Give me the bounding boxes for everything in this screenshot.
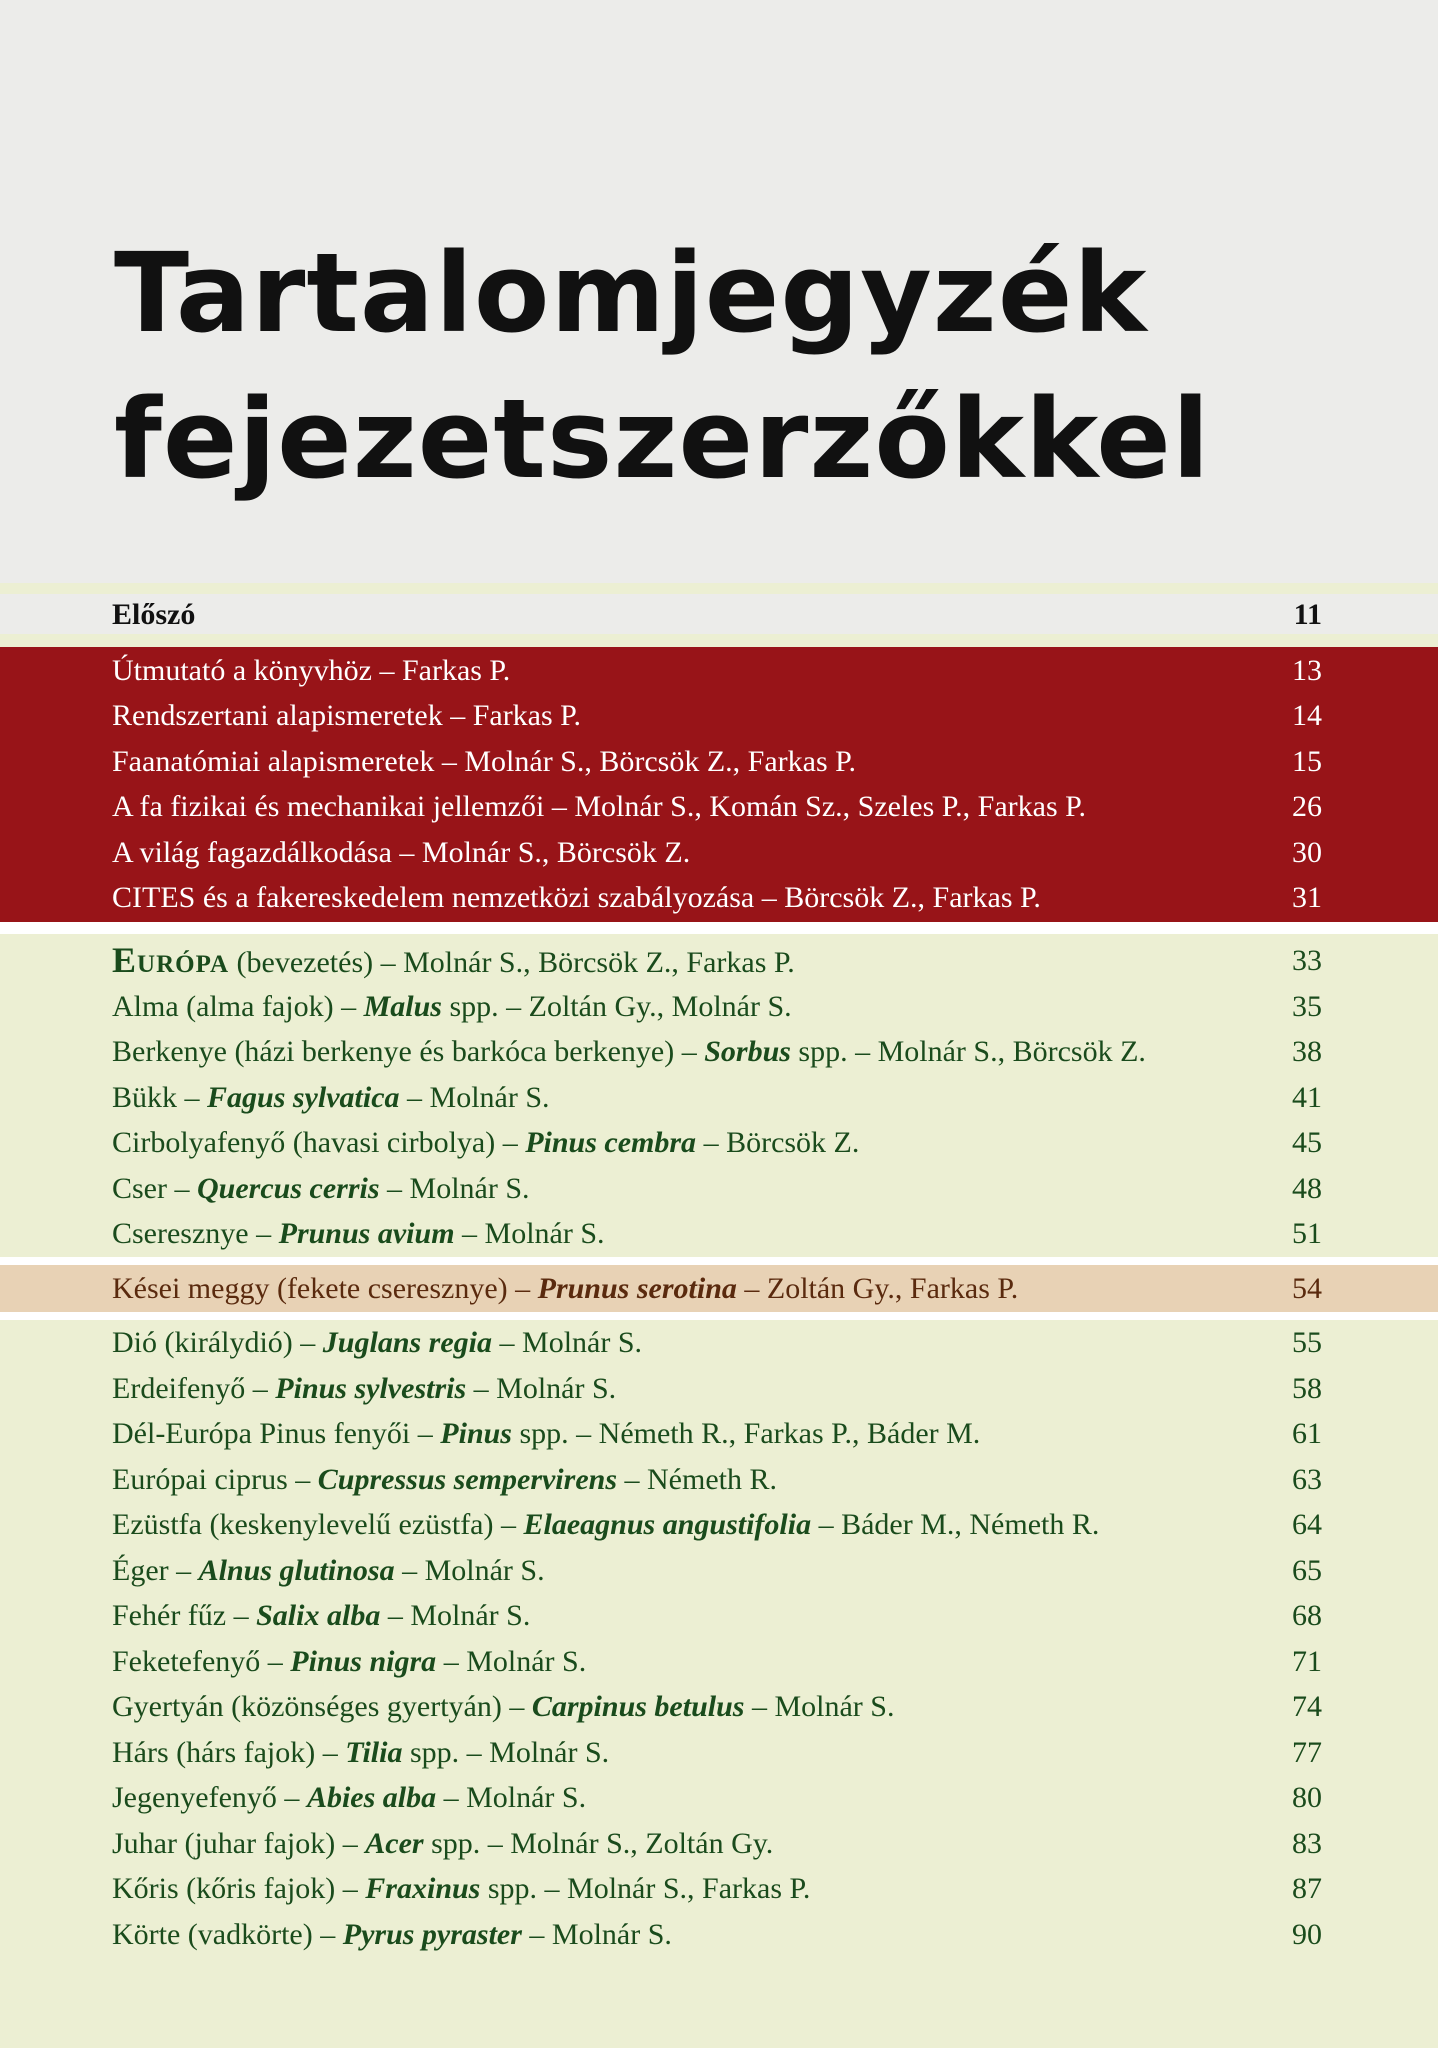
title-common: Dió (királydió) – xyxy=(112,1326,323,1359)
title-common: Alma (alma fajok) – xyxy=(112,990,364,1023)
title-authors: – Molnár S. xyxy=(744,1690,895,1723)
toc-row-highlight[interactable] xyxy=(112,1266,1322,1311)
toc-title xyxy=(112,984,792,1029)
title-latin: Tilia xyxy=(345,1736,403,1769)
title-authors: – Molnár S. xyxy=(394,1554,545,1587)
title-latin: Prunus avium xyxy=(278,1217,455,1250)
toc-title: A világ fagazdálkodása – Molnár S., Börcsök Z. xyxy=(112,836,691,869)
title-authors: – Németh R. xyxy=(617,1463,777,1496)
toc-row[interactable] xyxy=(112,875,1322,920)
toc-row[interactable] xyxy=(112,1502,1322,1547)
region-name: Európa xyxy=(112,940,230,980)
toc-row[interactable] xyxy=(112,739,1322,784)
title-latin: Elaeagnus angustifolia xyxy=(523,1508,812,1541)
title-latin: Pinus xyxy=(440,1417,512,1450)
title-authors: – Molnár S. xyxy=(521,1918,672,1951)
toc-title xyxy=(112,1730,609,1775)
toc-page: 87 xyxy=(1292,1872,1322,1905)
title-authors: – Molnár S. xyxy=(492,1326,643,1359)
toc-title xyxy=(112,1821,773,1866)
title-common: Kőris (kőris fajok) – xyxy=(112,1872,366,1905)
toc-title: Faanatómiai alapismeretek – Molnár S., Börcsök Z., Farkas P. xyxy=(112,745,857,778)
toc-page: 13 xyxy=(1292,654,1322,687)
title-line-1: Tartalomjegyzék xyxy=(114,229,1148,357)
toc-page: 48 xyxy=(1292,1172,1322,1205)
toc-row[interactable] xyxy=(112,1320,1322,1365)
toc-title xyxy=(112,1211,605,1256)
toc-title xyxy=(112,1502,1099,1547)
title-common: Ezüstfa (keskenylevelű ezüstfa) – xyxy=(112,1508,524,1541)
toc-title xyxy=(112,1029,1146,1074)
title-latin: Sorbus xyxy=(704,1035,791,1068)
title-latin: Abies alba xyxy=(306,1781,437,1814)
title-authors: – Molnár S. xyxy=(399,1081,550,1114)
toc-page: 71 xyxy=(1292,1645,1322,1678)
toc-page: 38 xyxy=(1292,1035,1322,1068)
toc-title xyxy=(112,1266,1018,1311)
title-common: Európai ciprus – xyxy=(112,1463,318,1496)
toc-title xyxy=(112,1866,810,1911)
toc-row[interactable] xyxy=(112,984,1322,1029)
toc-row[interactable] xyxy=(112,1166,1322,1211)
toc-page: 35 xyxy=(1292,990,1322,1023)
title-latin: Fraxinus xyxy=(365,1872,481,1905)
title-authors: spp. – Németh R., Farkas P., Báder M. xyxy=(512,1417,981,1450)
toc-row[interactable] xyxy=(112,1120,1322,1165)
toc-title xyxy=(112,1075,550,1120)
toc-row-foreword[interactable] xyxy=(112,592,1322,637)
title-common: Körte (vadkörte) – xyxy=(112,1918,343,1951)
title-common: Gyertyán (közönséges gyertyán) – xyxy=(112,1690,532,1723)
title-common: Kései meggy (fekete cseresznye) – xyxy=(112,1272,538,1305)
toc-page: 45 xyxy=(1292,1126,1322,1159)
title-latin: Carpinus betulus xyxy=(531,1690,745,1723)
toc-page: 41 xyxy=(1292,1081,1322,1114)
toc-row[interactable] xyxy=(112,1366,1322,1411)
toc-title xyxy=(112,1639,586,1684)
title-authors: spp. – Molnár S., Farkas P. xyxy=(480,1872,811,1905)
title-authors: – Molnár S. xyxy=(380,1599,531,1632)
title-common: Feketefenyő – xyxy=(112,1645,291,1678)
toc-title: Előszó xyxy=(112,598,196,631)
title-common: Bükk – xyxy=(112,1081,208,1114)
title-latin: Quercus cerris xyxy=(197,1172,380,1205)
toc-page: 77 xyxy=(1292,1736,1322,1769)
title-header xyxy=(0,0,1438,583)
toc-page: 74 xyxy=(1292,1690,1322,1723)
toc-row[interactable] xyxy=(112,1548,1322,1593)
toc-page: 80 xyxy=(1292,1781,1322,1814)
toc-page: 83 xyxy=(1292,1827,1322,1860)
title-latin: Fagus sylvatica xyxy=(207,1081,400,1114)
title-line-2: fejezetszerzőkkel xyxy=(114,375,1211,503)
toc-page: 54 xyxy=(1292,1272,1322,1305)
title-latin: Prunus serotina xyxy=(537,1272,737,1305)
toc-row[interactable] xyxy=(112,1457,1322,1502)
toc-row[interactable] xyxy=(112,1029,1322,1074)
title-common: Cirbolyafenyő (havasi cirbolya) – xyxy=(112,1126,526,1159)
title-authors: – Molnár S. xyxy=(436,1781,587,1814)
title-authors: spp. – Molnár S., Zoltán Gy. xyxy=(423,1827,774,1860)
toc-page: 14 xyxy=(1292,699,1322,732)
title-common: Erdeifenyő – xyxy=(112,1372,276,1405)
toc-title-rest: (bevezetés) – Molnár S., Börcsök Z., Farkas P. xyxy=(229,946,795,979)
toc-title xyxy=(112,1775,586,1820)
separator xyxy=(0,1312,1438,1320)
title-latin: Pyrus pyraster xyxy=(342,1918,522,1951)
toc-row[interactable] xyxy=(112,830,1322,875)
title-common: Dél-Európa Pinus fenyői – xyxy=(112,1417,441,1450)
title-authors: – Zoltán Gy., Farkas P. xyxy=(736,1272,1019,1305)
title-authors: spp. – Molnár S. xyxy=(402,1736,610,1769)
title-common: Juhar (juhar fajok) – xyxy=(112,1827,366,1860)
title-latin: Juglans regia xyxy=(322,1326,493,1359)
toc-page: 58 xyxy=(1292,1372,1322,1405)
title-common: Berkenye (házi berkenye és barkóca berkenye) – xyxy=(112,1035,705,1068)
title-latin: Alnus glutinosa xyxy=(198,1554,395,1587)
toc-page: 65 xyxy=(1292,1554,1322,1587)
toc-title xyxy=(112,1411,980,1456)
title-latin: Acer xyxy=(365,1827,424,1860)
toc-page: 90 xyxy=(1292,1918,1322,1951)
title-authors: – Molnár S. xyxy=(379,1172,530,1205)
toc-row[interactable] xyxy=(112,1075,1322,1120)
title-authors: – Báder M., Németh R. xyxy=(811,1508,1100,1541)
toc-page: 15 xyxy=(1292,745,1322,778)
title-authors: – Börcsök Z. xyxy=(696,1126,860,1159)
title-latin: Pinus nigra xyxy=(290,1645,437,1678)
title-latin: Pinus sylvestris xyxy=(275,1372,467,1405)
separator xyxy=(0,922,1438,934)
toc-row[interactable] xyxy=(112,1411,1322,1456)
toc-page: 64 xyxy=(1292,1508,1322,1541)
title-latin: Pinus cembra xyxy=(525,1126,697,1159)
toc-page: 31 xyxy=(1292,881,1322,914)
toc-page: 55 xyxy=(1292,1326,1322,1359)
toc-row[interactable] xyxy=(112,1912,1322,1957)
toc-row[interactable] xyxy=(112,1821,1322,1866)
toc-row[interactable] xyxy=(112,1684,1322,1729)
toc-page: 30 xyxy=(1292,836,1322,869)
separator xyxy=(0,1257,1438,1265)
toc-page: 61 xyxy=(1292,1417,1322,1450)
page-title xyxy=(114,220,1211,512)
toc-title xyxy=(112,1120,859,1165)
toc-row[interactable] xyxy=(112,648,1322,693)
title-common: Éger – xyxy=(112,1554,199,1587)
title-authors: – Molnár S. xyxy=(466,1372,617,1405)
title-latin: Malus xyxy=(363,990,442,1023)
toc-page: 26 xyxy=(1292,790,1322,823)
title-authors: spp. – Zoltán Gy., Molnár S. xyxy=(441,990,792,1023)
toc-title xyxy=(112,1320,642,1365)
toc-title xyxy=(112,1684,894,1729)
toc-page: 33 xyxy=(1292,944,1322,977)
title-common: Cseresznye – xyxy=(112,1217,279,1250)
toc-row-europe-intro[interactable] xyxy=(112,938,1322,983)
title-common: Hárs (hárs fajok) – xyxy=(112,1736,346,1769)
toc-row[interactable] xyxy=(112,1730,1322,1775)
toc-row[interactable] xyxy=(112,693,1322,738)
toc-page: 63 xyxy=(1292,1463,1322,1496)
title-latin: Salix alba xyxy=(256,1599,381,1632)
toc-title: CITES és a fakereskedelem nemzetközi szabályozása – Börcsök Z., Farkas P. xyxy=(112,881,1041,914)
toc-row[interactable] xyxy=(112,1211,1322,1256)
title-common: Jegenyefenyő – xyxy=(112,1781,307,1814)
toc-page: 51 xyxy=(1292,1217,1322,1250)
toc-row[interactable] xyxy=(112,1775,1322,1820)
title-common: Fehér fűz – xyxy=(112,1599,257,1632)
toc-title xyxy=(112,1593,530,1638)
toc-row[interactable] xyxy=(112,1593,1322,1638)
title-authors: – Molnár S. xyxy=(436,1645,587,1678)
toc-title xyxy=(112,1548,545,1593)
toc-page: 68 xyxy=(1292,1599,1322,1632)
title-latin: Cupressus sempervirens xyxy=(317,1463,617,1496)
toc-title xyxy=(112,1166,530,1211)
toc-title xyxy=(112,1457,777,1502)
toc-title: Útmutató a könyvhöz – Farkas P. xyxy=(112,654,511,687)
toc-row[interactable] xyxy=(112,784,1322,829)
toc-title: Rendszertani alapismeretek – Farkas P. xyxy=(112,699,582,732)
title-authors: spp. – Molnár S., Börcsök Z. xyxy=(790,1035,1146,1068)
title-common: Cser – xyxy=(112,1172,197,1205)
title-authors: – Molnár S. xyxy=(454,1217,605,1250)
toc-row[interactable] xyxy=(112,1866,1322,1911)
toc-title xyxy=(112,1912,672,1957)
toc-title xyxy=(112,1366,616,1411)
toc-title: A fa fizikai és mechanikai jellemzői – Molnár S., Komán Sz., Szeles P., Farkas P. xyxy=(112,790,1086,823)
toc-row[interactable] xyxy=(112,1639,1322,1684)
toc-page: 11 xyxy=(1293,598,1322,631)
toc-title xyxy=(112,938,795,985)
